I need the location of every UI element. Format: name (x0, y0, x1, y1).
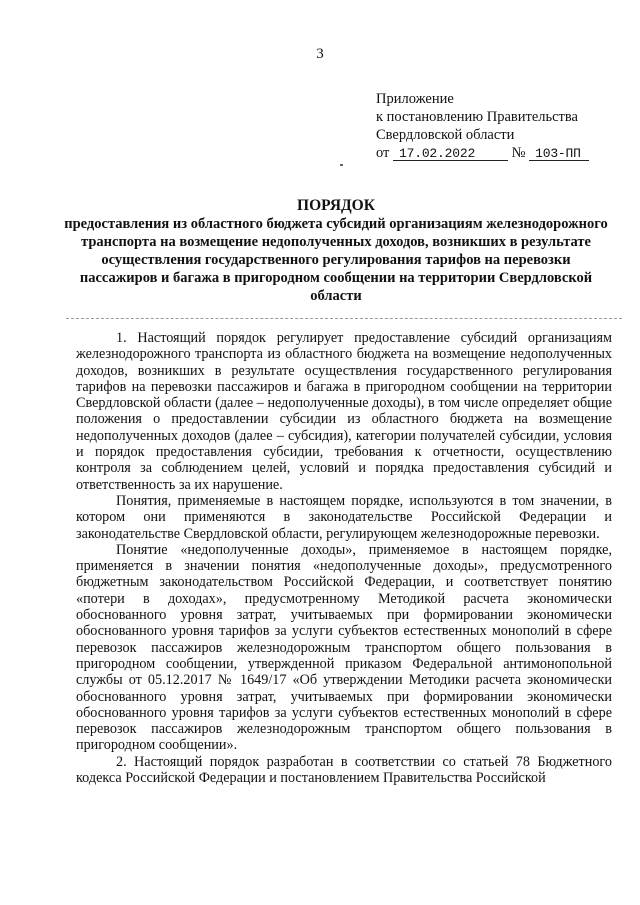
scan-speck (340, 164, 343, 166)
paragraph-1: 1. Настоящий порядок регулирует предоставление субсидий организациям железнодорожного транспорта из областного бюджета на возмещение недополученных доходов, возникших в результате осуществления государственного регулирования тарифов на перевозки пассажиров и багажа в пригородном сообщении на территории Свердловской области (далее – недополученные доходы), в том числе определяет общие положения о предоставлении субсидии из областного бюджета на возмещение недополученных доходов (далее – субсидия), категории получателей субсидии, условия и порядок предоставления субсидии, требования к отчетности, осуществлению контроля за соблюдением целей, условий и порядка предоставления субсидий и ответственность за их нарушение. (76, 330, 612, 493)
title-subtitle: предоставления из областного бюджета субсидий организациям железнодорожного транспорта на возмещение недополученных доходов, возникших в результате осуществления государственного регулирования тарифов на перевозки пассажиров и багажа в пригородном сообщении на территории Свердловской области (64, 216, 608, 304)
date-prefix: от (376, 145, 390, 161)
annex-date-line (376, 144, 589, 162)
paragraph-4: 2. Настоящий порядок разработан в соответствии со статьей 78 Бюджетного кодекса Российской Федерации и постановлением Правительства Российской (76, 753, 612, 787)
number-prefix: № (511, 145, 526, 161)
page-number: 3 (316, 46, 324, 62)
resolution-number: 103-ПП (529, 147, 589, 161)
paragraph-3: Понятие «недополученные доходы», применяемое в настоящем порядке, применяется в значении понятия «недополученные доходы», предусмотренного бюджетным законодательством Российской Федерации, и соответствует понятию «потери в доходах», предусмотренному Методикой расчета экономически обоснованного уровня затрат, учитываемых при формировании экономически обоснованного уровня тарифов за услуги субъектов естественных монополий в сфере перевозок пассажиров железнодорожным транспортом общего пользования в пригородном сообщении, утвержденной приказом Федеральной антимонопольной службы от 05.12.2017 № 1649/17 «Об утверждении Методики расчета экономически обоснованного уровня затрат, учитываемых при формировании экономически обоснованного уровня тарифов за услуги субъектов естественных монополий в сфере перевозок пассажиров железнодорожным транспортом общего пользования в пригородном сообщении». (76, 541, 612, 754)
annex-line-2: к постановлению Правительства (376, 109, 578, 125)
annex-block (376, 90, 589, 162)
resolution-date: 17.02.2022 (393, 147, 508, 161)
separator-line (66, 318, 622, 319)
document-body (76, 330, 612, 786)
annex-line-1: Приложение (376, 91, 454, 107)
annex-line-3: Свердловской области (376, 127, 515, 143)
paragraph-2: Понятия, применяемые в настоящем порядке, используются в том значении, в котором они применяются в законодательстве Российской Федерации и законодательстве Свердловской области, регулирующем железнодорожные перевозки. (76, 492, 612, 542)
document-title (40, 196, 632, 305)
title-heading: ПОРЯДОК (297, 197, 375, 214)
